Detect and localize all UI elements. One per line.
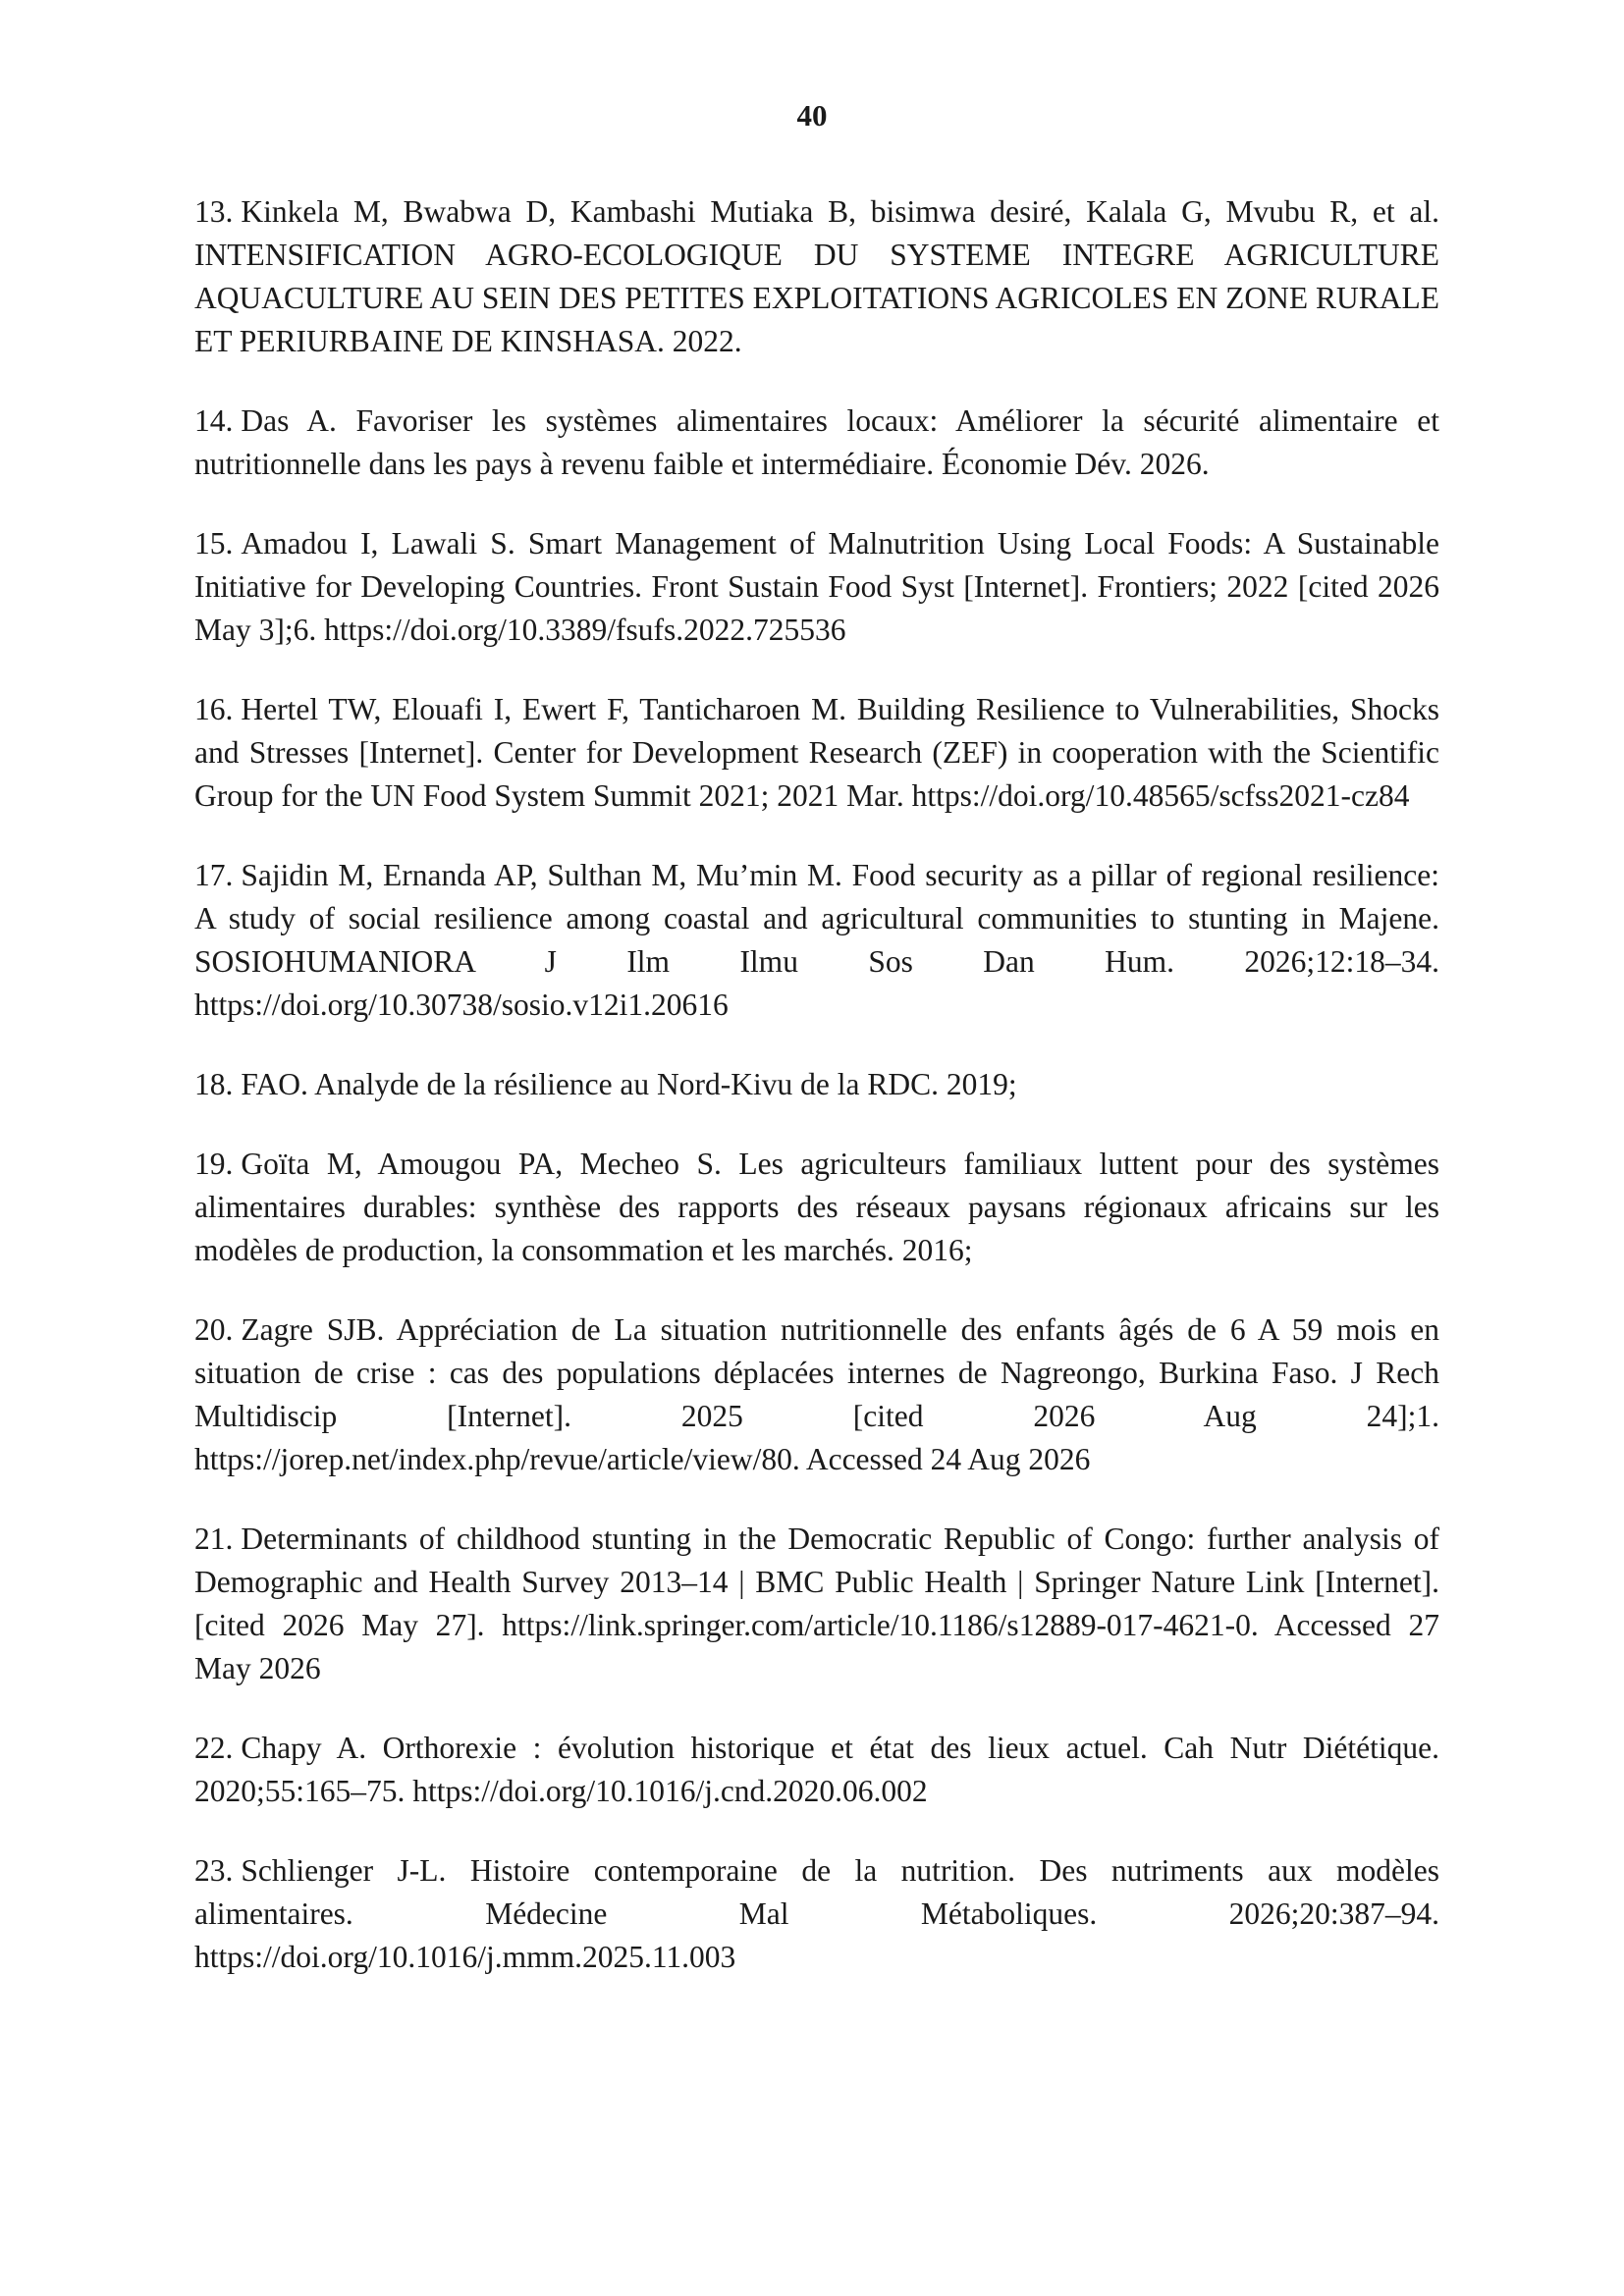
reference-number: 19. (194, 1147, 234, 1181)
reference-item-17 (194, 854, 1439, 1027)
reference-item-16 (194, 688, 1439, 818)
reference-item-21 (194, 1518, 1439, 1690)
reference-text: Amadou I, Lawali S. Smart Management of Malnutrition Using Local Foods: A Sustainable Initiative for Developing Countries. Front Sustain Food Syst [Internet]. Frontiers; 2022 [cited 2026 May 3];6. https://doi.org/10.3389/fsufs.2022.725536 (194, 526, 1439, 647)
reference-number: 18. (194, 1067, 234, 1101)
reference-number: 20. (194, 1312, 234, 1347)
reference-text: Schlienger J-L. Histoire contemporaine de la nutrition. Des nutriments aux modèles alimentaires. Médecine Mal Métaboliques. 2026;20:387–94. https://doi.org/10.1016/j.mmm.2025.11.003 (194, 1853, 1439, 1974)
reference-number: 13. (194, 194, 234, 229)
reference-text: Hertel TW, Elouafi I, Ewert F, Tanticharoen M. Building Resilience to Vulnerabilities, Shocks and Stresses [Internet]. Center for Development Research (ZEF) in cooperation with the Scientific Group for the UN Food System Summit 2021; 2021 Mar. https://doi.org/10.48565/scfss2021-cz84 (194, 692, 1439, 813)
reference-text: Zagre SJB. Appréciation de La situation nutritionnelle des enfants âgés de 6 A 59 mois en situation de crise : cas des populations déplacées internes de Nagreongo, Burkina Faso. J Rech Multidiscip [Internet]. 2025 [cited 2026 Aug 24];1. https://jorep.net/index.php/revue/article/view/80. Accessed 24 Aug 2026 (194, 1312, 1439, 1476)
reference-item-19 (194, 1143, 1439, 1272)
reference-text: FAO. Analyde de la résilience au Nord-Kivu de la RDC. 2019; (241, 1067, 1017, 1101)
reference-number: 14. (194, 403, 234, 438)
reference-list (194, 190, 1439, 2015)
reference-item-22 (194, 1727, 1439, 1813)
reference-text: Chapy A. Orthorexie : évolution historique et état des lieux actuel. Cah Nutr Diététique. 2020;55:165–75. https://doi.org/10.1016/j.cnd.2020.06.002 (194, 1731, 1439, 1808)
reference-text: Goïta M, Amougou PA, Mecheo S. Les agriculteurs familiaux luttent pour des systèmes alimentaires durables: synthèse des rapports des réseaux paysans régionaux africains sur les modèles de production, la consommation et les marchés. 2016; (194, 1147, 1439, 1267)
reference-text: Kinkela M, Bwabwa D, Kambashi Mutiaka B, bisimwa desiré, Kalala G, Mvubu R, et al. INTENSIFICATION AGRO-ECOLOGIQUE DU SYSTEME INTEGRE AGRICULTURE AQUACULTURE AU SEIN DES PETITES EXPLOITATIONS AGRICOLES EN ZONE RURALE ET PERIURBAINE DE KINSHASA. 2022. (194, 194, 1439, 358)
reference-text: Das A. Favoriser les systèmes alimentaires locaux: Améliorer la sécurité alimentaire et nutritionnelle dans les pays à revenu faible et intermédiaire. Économie Dév. 2026. (194, 403, 1439, 481)
reference-item-14 (194, 400, 1439, 486)
reference-number: 16. (194, 692, 234, 726)
reference-number: 21. (194, 1522, 234, 1556)
reference-number: 15. (194, 526, 234, 561)
page-number: 40 (796, 98, 828, 133)
reference-number: 23. (194, 1853, 234, 1888)
reference-text: Determinants of childhood stunting in the Democratic Republic of Congo: further analysis of Demographic and Health Survey 2013–14 | BMC Public Health | Springer Nature Link [Internet]. [cited 2026 May 27]. https://link.springer.com/article/10.1186/s12889-017-4621-0. Accessed 27 May 2026 (194, 1522, 1439, 1685)
reference-text: Sajidin M, Ernanda AP, Sulthan M, Mu’min M. Food security as a pillar of regional resilience: A study of social resilience among coastal and agricultural communities to stunting in Majene. SOSIOHUMANIORA J Ilm Ilmu Sos Dan Hum. 2026;12:18–34. https://doi.org/10.30738/sosio.v12i1.20616 (194, 858, 1439, 1022)
reference-item-13 (194, 190, 1439, 363)
reference-item-23 (194, 1849, 1439, 1979)
reference-number: 22. (194, 1731, 234, 1765)
reference-item-15 (194, 522, 1439, 652)
reference-item-18 (194, 1063, 1439, 1106)
reference-item-20 (194, 1308, 1439, 1481)
reference-number: 17. (194, 858, 234, 892)
